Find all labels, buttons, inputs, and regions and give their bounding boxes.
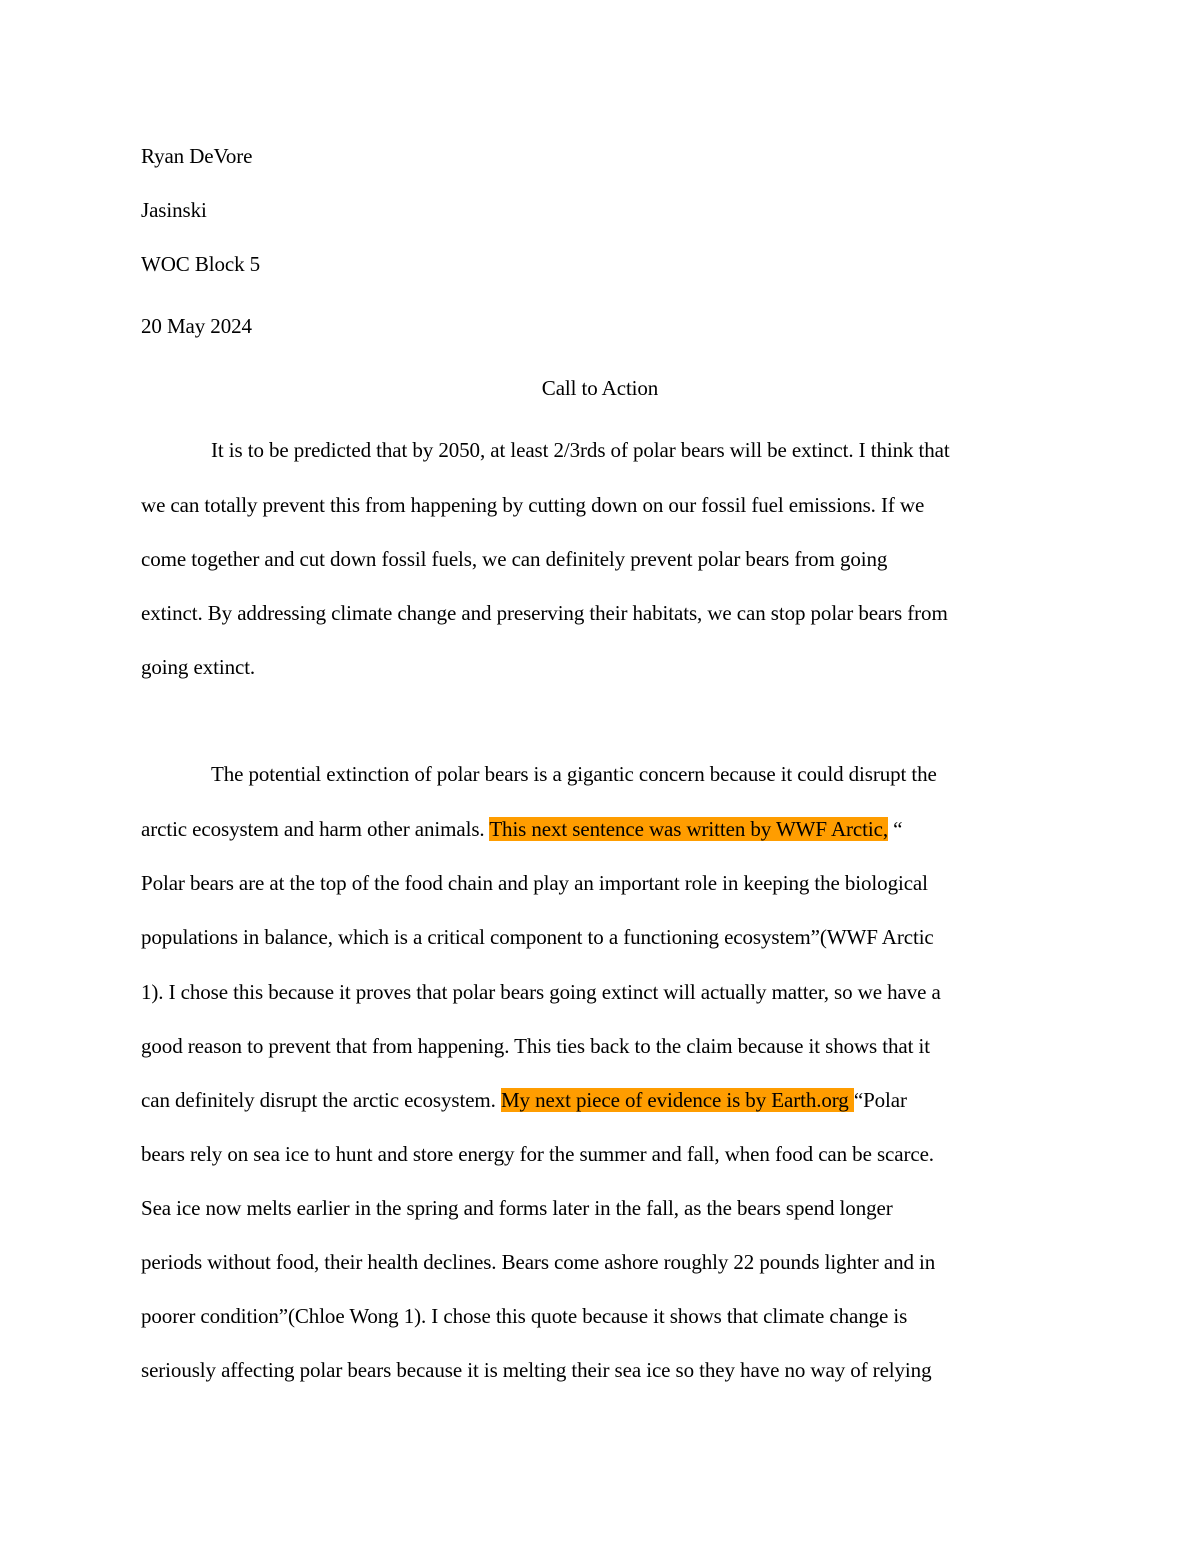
- paragraph-2-line-12: seriously affecting polar bears because it is melting their sea ice so they have no way of relying: [141, 1358, 932, 1382]
- paragraph-2-line-4: populations in balance, which is a critical component to a functioning ecosystem”(WWF Arctic: [141, 925, 934, 949]
- paragraph-2-line-3: Polar bears are at the top of the food chain and play an important role in keeping the biological: [141, 871, 928, 895]
- paragraph-2-line-7: [141, 1086, 907, 1114]
- course-name: WOC Block 5: [141, 252, 261, 276]
- paragraph-1-line-5: going extinct.: [141, 655, 256, 679]
- highlighted-text-earth-org: My next piece of evidence is by Earth.org: [500, 1088, 854, 1112]
- paragraph-2-line-5: 1). I chose this because it proves that polar bears going extinct will actually matter, so we have a: [141, 980, 941, 1004]
- paragraph-1-line-1: It is to be predicted that by 2050, at least 2/3rds of polar bears will be extinct. I think that: [211, 438, 950, 462]
- document-date: 20 May 2024: [141, 314, 252, 338]
- teacher-name: Jasinski: [141, 198, 207, 222]
- paragraph-1-line-4: extinct. By addressing climate change and preserving their habitats, we can stop polar bears from: [141, 601, 948, 625]
- paragraph-2-line-2: [141, 815, 902, 843]
- highlighted-text-wwf: This next sentence was written by WWF Arctic,: [489, 817, 888, 841]
- paragraph-2-line-7-text: can definitely disrupt the arctic ecosystem.: [141, 1088, 501, 1112]
- paragraph-2-line-9: Sea ice now melts earlier in the spring and forms later in the fall, as the bears spend longer: [141, 1196, 893, 1220]
- author-name: Ryan DeVore: [141, 144, 253, 168]
- paragraph-2-line-1: The potential extinction of polar bears is a gigantic concern because it could disrupt the: [211, 762, 937, 786]
- paragraph-2-line-11: poorer condition”(Chloe Wong 1). I chose this quote because it shows that climate change is: [141, 1304, 908, 1328]
- paragraph-1-line-3: come together and cut down fossil fuels, we can definitely prevent polar bears from going: [141, 547, 888, 571]
- paragraph-2-line-2-text: arctic ecosystem and harm other animals.: [141, 817, 490, 841]
- paragraph-1-line-2: we can totally prevent this from happening by cutting down on our fossil fuel emissions. If we: [141, 493, 925, 517]
- paragraph-2-line-8: bears rely on sea ice to hunt and store energy for the summer and fall, when food can be scarce.: [141, 1142, 934, 1166]
- paragraph-2-line-10: periods without food, their health declines. Bears come ashore roughly 22 pounds lighter and in: [141, 1250, 936, 1274]
- document-title: Call to Action: [541, 376, 659, 400]
- paragraph-2-line-7-tail: “Polar: [853, 1088, 907, 1112]
- paragraph-2-line-6: good reason to prevent that from happening. This ties back to the claim because it shows that it: [141, 1034, 930, 1058]
- paragraph-2-line-2-tail: “: [888, 817, 903, 841]
